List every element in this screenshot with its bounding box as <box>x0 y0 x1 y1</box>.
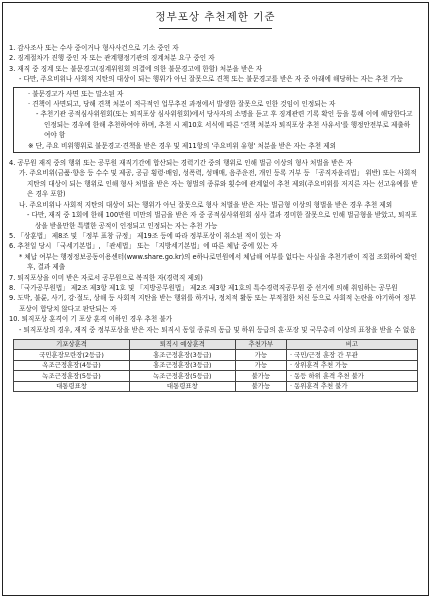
list-item: 6. 추천일 당시 「국세기본법」, 「관세법」 또는 「지방세기본법」에 따른 체납 중에 있는 자 <box>9 242 278 251</box>
list-item: 가. 주요비위(금품·향응 등 수수 및 제공, 공금 횡령·배임, 성폭력, 성매매, 음주운전, 개인 등록 거부 등 「공직자윤리법」 위반) 또는 사회적 지탄의 대상이 되는 행위로 인해 형사 처벌을 받은 자는 형벌의 종류와 횟수에 관계없이 추천 제외(주요비위를 저지른 자는 선고유예를 받은 경우 포함) <box>19 169 418 199</box>
table-cell: 홍조근정훈장(3등급) <box>129 360 235 371</box>
table-cell: · 동등 하위 훈격 추천 불가 <box>287 371 418 382</box>
exception-box <box>13 87 420 153</box>
table-cell: 녹조근정훈장(5등급) <box>14 371 130 382</box>
list-item: 8. 「국가공무원법」 제2조 제3항 제1호 및 「지방공무원법」 제2조 제3항 제1호의 특수경력직공무원 중 선거에 의해 취임하는 공무원 <box>9 283 398 292</box>
table-cell: 불가능 <box>235 371 286 382</box>
table-cell: 대통령표창 <box>129 381 235 392</box>
table-row <box>14 371 418 382</box>
table-header-cell: 기포상훈격 <box>14 339 130 350</box>
list-item: 7. 퇴직포상을 이미 받은 자로서 공무원으로 복직한 자(경력직 제외) <box>9 273 203 282</box>
page-title: 정부포상 추천제한 기준 <box>155 11 276 23</box>
table-cell: 국민훈장모란장(2등급) <box>14 350 130 361</box>
table-row <box>14 381 418 392</box>
table-cell: 불가능 <box>235 381 286 392</box>
table-cell: 가능 <box>235 360 286 371</box>
list-item: 3. 재직 중 징계 또는 불문경고(징계위원회 의결에 의한 불문경고에 한함) 처분을 받은 자 <box>9 64 263 73</box>
table-body <box>14 350 418 392</box>
table-header-cell: 비고 <box>287 339 418 350</box>
list-item: 5. 「상훈법」 제8조 및 「정부 표창 규정」 제19조 등에 따라 정부포상이 취소된 적이 있는 자 <box>9 231 282 240</box>
list-item: 2. 징계절차가 진행 중인 자 또는 관계행정기관의 징계처분 요구 중인 자 <box>9 54 215 63</box>
document-page <box>2 2 429 596</box>
table-cell: 대통령표창 <box>14 381 130 392</box>
list-item: - 다만, 재직 중 1회에 한해 100만원 미만의 벌금을 받은 자 중 공적심사위원회 심사 결과 경미한 잘못으로 인해 벌금형을 받았고, 퇴직포상을 받을만한 특별한 공적이 인정되고 인정되는 자는 추천 가능 <box>27 211 418 230</box>
list-item: - 퇴직포상의 경우, 재직 중 정부포상을 받은 자는 퇴직시 동일 종류의 동급 및 하위 등급의 훈·포장 및 국무총리 이상의 표창을 받을 수 없음 <box>19 325 416 334</box>
table-cell: · 국민/근정 훈장 간 무관 <box>287 350 418 361</box>
list-item: 4. 공무원 재직 중의 행위 또는 공무원 재직기간에 합산되는 경력기간 중의 행위로 인해 벌금 이상의 형사 처벌을 받은 자 <box>9 159 353 168</box>
table-row <box>14 350 418 361</box>
table-cell: 옥조근정훈장(4등급) <box>14 360 130 371</box>
list-item: 1. 감사조사 또는 수사 중이거나 형사사건으로 기소 중인 자 <box>9 44 179 52</box>
list-item: 9. 도박, 불륜, 사기, 강·절도, 상해 등 사회적 지탄을 받는 행위를 하거나, 정치적 활동 또는 부적절한 처신 등으로 사회적 논란을 야기하여 정부포상이 합당치 않다고 판단되는 자 <box>9 294 416 313</box>
table-cell: · 상위훈격 추천 가능 <box>287 360 418 371</box>
list-item: · 불문경고가 사면 또는 말소된 자 <box>28 89 124 98</box>
list-item: 나. 주요비위나 사회적 지탄의 대상이 되는 행위가 아닌 잘못으로 형사 처벌을 받은 자는 벌금형 이상의 형벌을 받은 경우 추천 제외 <box>19 200 393 209</box>
list-item: ※ 단, 주요 비위행위로 불문경고·견책을 받은 경우 및 제11항의 '주요비위 유형' 처분을 받은 자는 추천 제외 <box>28 141 336 150</box>
list-item: - 다만, 주요비위나 사회적 지탄의 대상이 되는 행위가 아닌 잘못으로 견책 또는 불문경고를 받은 자 중 아래에 해당하는 자는 추천 가능 <box>19 75 403 84</box>
table-cell: 홍조근정훈장(3등급) <box>129 350 235 361</box>
title-underline <box>159 28 272 29</box>
table-cell: · 동위훈격 추천 불가 <box>287 381 418 392</box>
table-header-cell: 퇴직시 예상훈격 <box>129 339 235 350</box>
criteria-list-continued <box>9 158 422 335</box>
table-cell: 가능 <box>235 350 286 361</box>
list-item: - 추천기관 공적심사위원회(또는 퇴직포상 심사위원회)에서 당사자의 소명을 듣고 후 징계관련 기록 확인 등을 통해 이에 해당한다고 인정되는 경우에 한해 추천하여야 하며, 추천 시 제10호 서식에 따른 '견책 처분자 퇴직포상 추천 사유서'를 행정안전부로 제출하여야 함 <box>36 110 413 140</box>
decoration-grade-table <box>13 339 418 393</box>
list-item: · 견책이 사면되고, 당해 견책 처분이 적극적인 업무추진 과정에서 발생한 잘못으로 인한 것임이 인정되는 자 <box>28 100 336 109</box>
table-header-cell: 추천가부 <box>235 339 286 350</box>
list-item: * 체납 여부는 행정정보공동이용센터(www.share.go.kr)의 e하나로민원에서 체납해 여부를 없다는 사실을 추천기관이 직접 조회하여 확인 후, 결과 제출 <box>19 252 418 272</box>
table-cell: 녹조근정훈장(5등급) <box>129 371 235 382</box>
table-header-row <box>14 339 418 350</box>
list-item: 10. 퇴직포상 훈격이 기 포상 훈격 이하인 경우 추천 불가 <box>9 315 173 324</box>
table-row <box>14 360 418 371</box>
criteria-list <box>9 43 422 85</box>
